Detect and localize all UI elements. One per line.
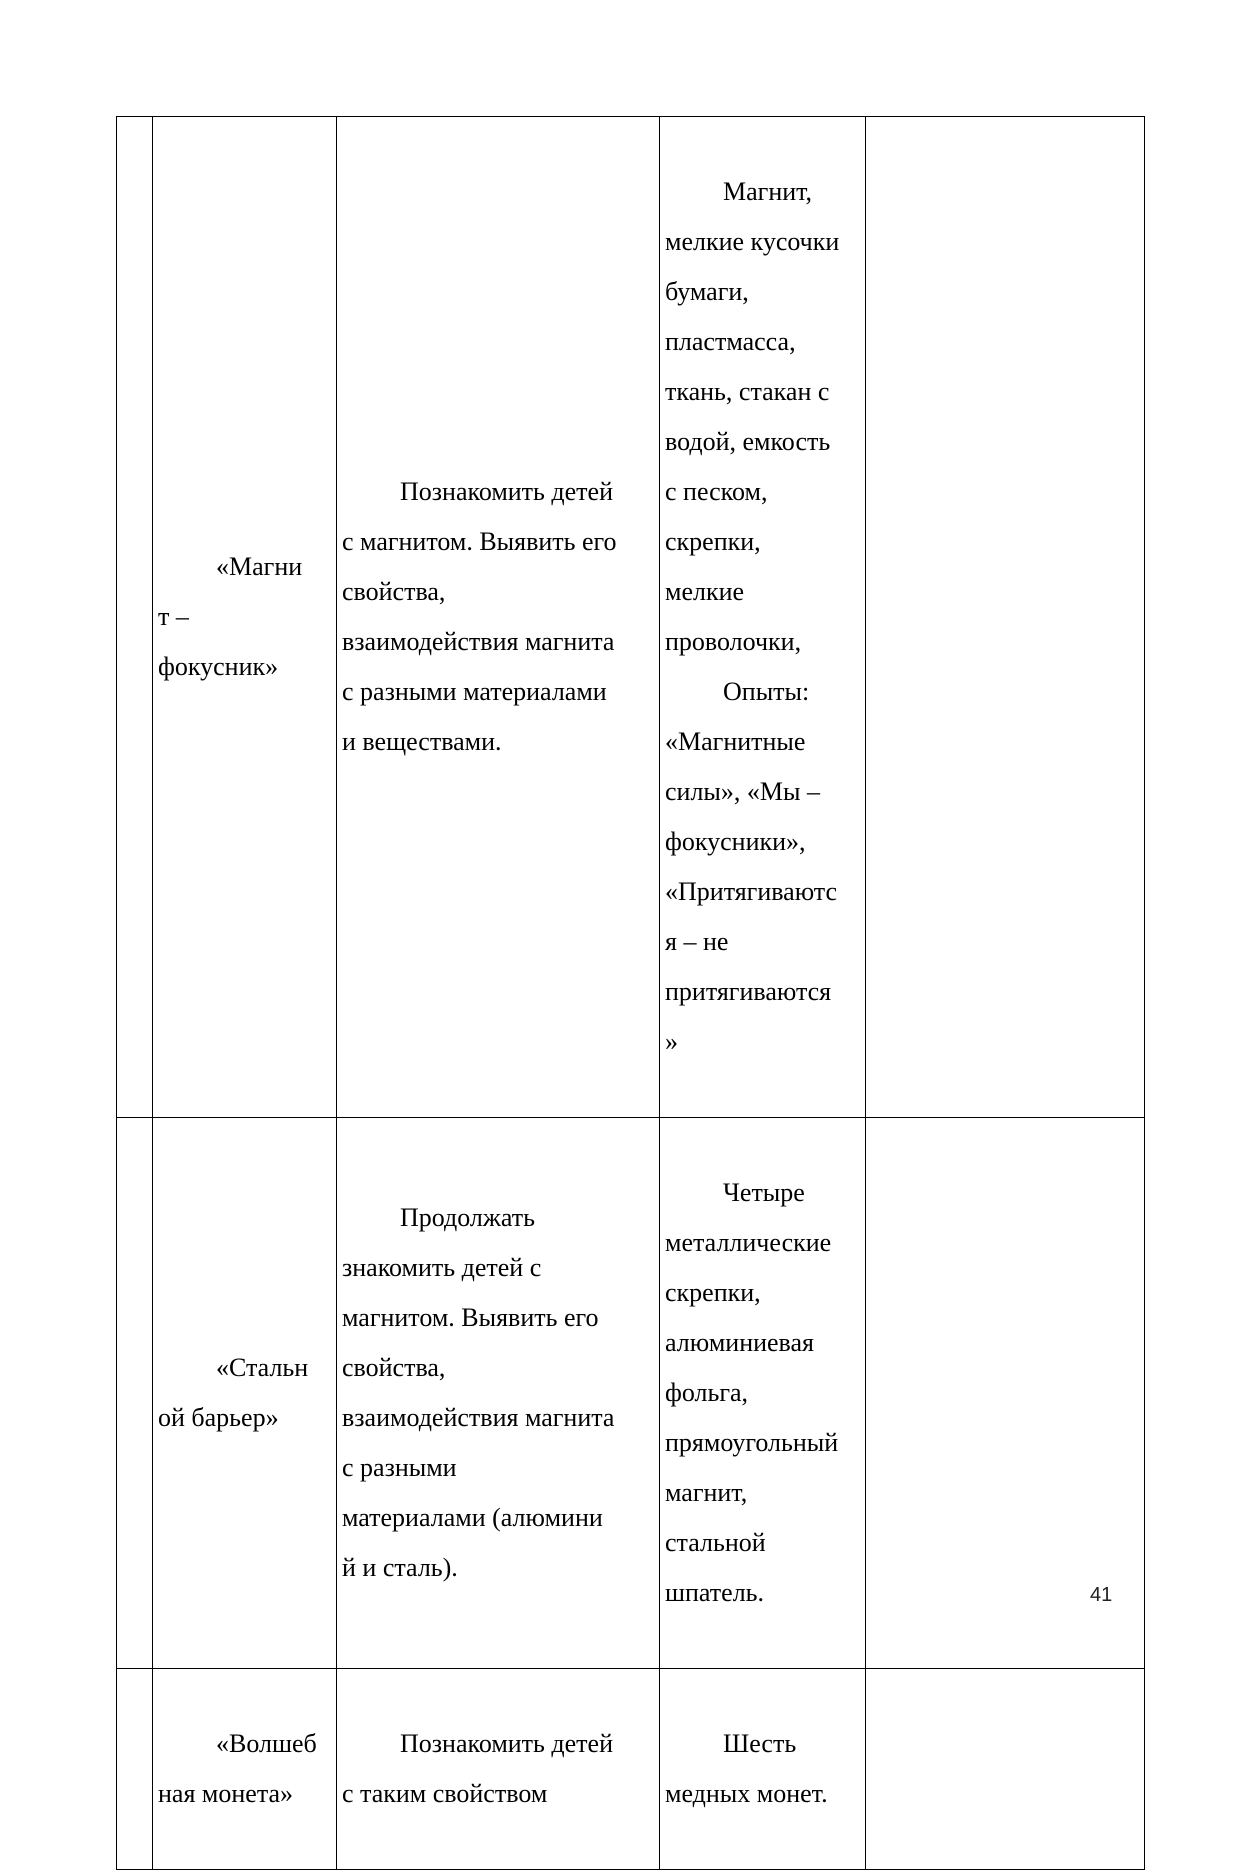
materials-cell — [660, 117, 866, 1118]
title-cell — [153, 117, 337, 1118]
extra-cell — [866, 1669, 1145, 1870]
experiment-materials: Шесть медных монет. — [665, 1729, 828, 1808]
goal-cell — [337, 117, 660, 1118]
row-number-cell — [117, 1118, 153, 1669]
row-number-cell — [117, 117, 153, 1118]
experiment-title: «Стальн ой барьер» — [158, 1353, 309, 1432]
row-number-cell — [117, 1669, 153, 1870]
materials-cell — [660, 1669, 866, 1870]
page-number: 41 — [1090, 1584, 1113, 1606]
table-row — [117, 1118, 1145, 1669]
table-row — [117, 117, 1145, 1118]
experiment-goal: Продолжать знакомить детей с магнитом. Выявить его свойства, взаимодействия магнита с разными материалами (алюмини й и сталь). — [342, 1203, 615, 1582]
materials-cell — [660, 1118, 866, 1669]
extra-cell — [866, 117, 1145, 1118]
experiments-table — [116, 116, 1145, 1870]
experiment-title: «Волшеб ная монета» — [158, 1729, 317, 1808]
experiment-title: «Магни т – фокусник» — [158, 552, 303, 681]
table-row — [117, 1669, 1145, 1870]
goal-cell — [337, 1118, 660, 1669]
experiment-materials: Магнит, мелкие кусочки бумаги, пластмасса, ткань, стакан с водой, емкость с песком, скрепки, мелкие проволочки, Опыты: «Магнитные силы», «Мы – фокусники», «Притягиваютс я – не притягиваются » — [665, 177, 840, 1056]
title-cell — [153, 1118, 337, 1669]
goal-cell — [337, 1669, 660, 1870]
experiment-goal: Познакомить детей с таким свойством — [342, 1729, 613, 1808]
experiment-materials: Четыре металлические скрепки, алюминиевая фольга, прямоугольный магнит, стальной шпатель. — [665, 1178, 839, 1607]
title-cell — [153, 1669, 337, 1870]
experiment-goal: Познакомить детей с магнитом. Выявить его свойства, взаимодействия магнита с разными материалами и веществами. — [342, 477, 617, 756]
